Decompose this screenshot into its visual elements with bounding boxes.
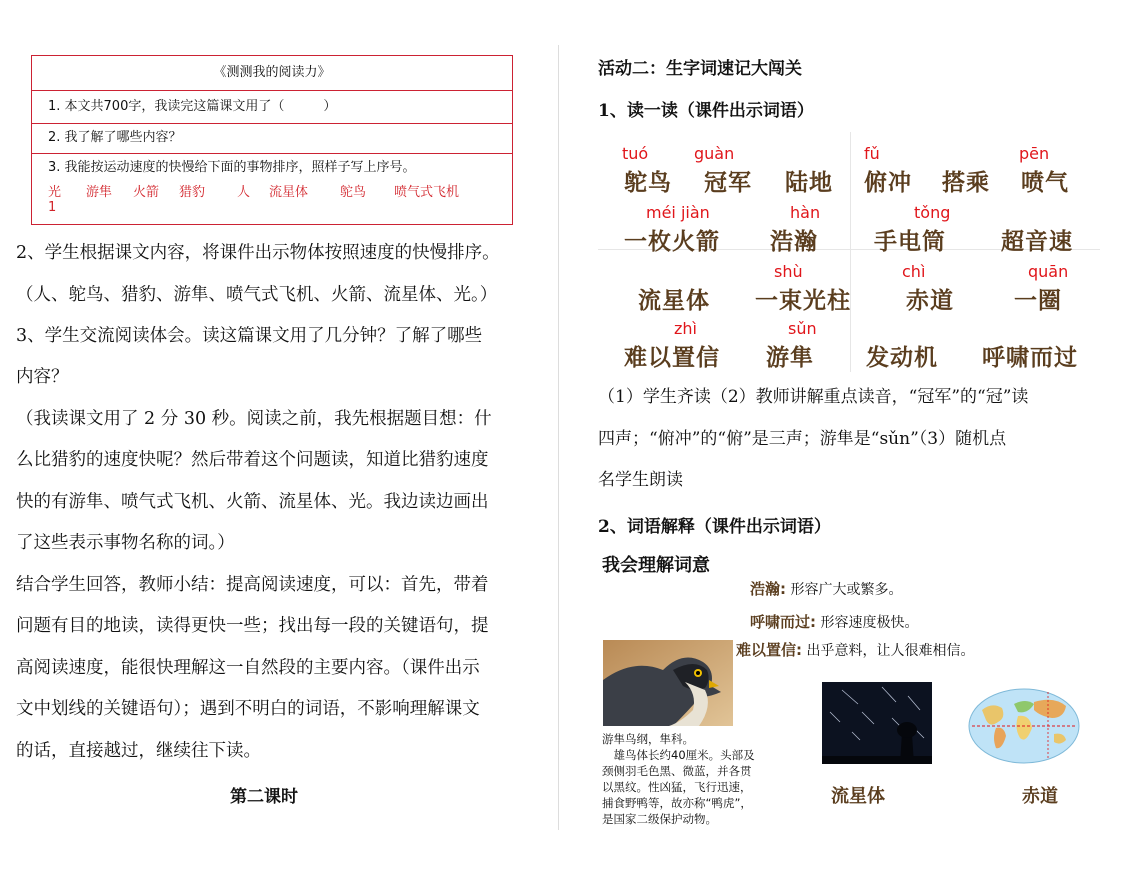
left-paragraph: 文中划线的关键语句）；遇到不明白的词语，不影响理解课文	[16, 699, 480, 719]
column-divider	[558, 45, 559, 830]
definition-row	[736, 639, 974, 660]
vocab-word: 搭乘	[942, 170, 990, 196]
definition-text: 形容速度极快。	[820, 615, 919, 631]
left-paragraph: 2、学生根据课文内容，将课件出示物体按照速度的快慢排序。	[16, 243, 500, 263]
quiz-question-3-text: 3. 我能按运动速度的快慢给下面的事物排序，照样子写上序号。	[48, 160, 416, 175]
equator-caption: 赤道	[1022, 786, 1058, 807]
vocab-word: 俯冲	[864, 170, 912, 196]
pinyin: pēn	[1019, 144, 1050, 163]
definition-text: 出乎意料，让人很难相信。	[806, 643, 975, 659]
meteor-caption: 流星体	[831, 786, 885, 807]
pinyin: chì	[902, 262, 926, 281]
pinyin: zhì	[674, 319, 697, 338]
pinyin: tuó	[622, 144, 649, 163]
order-item: 游隼	[86, 185, 113, 200]
falcon-description	[602, 731, 792, 827]
left-paragraph: 问题有目的地读，读得更快一些；找出每一段的关键语句，提	[16, 616, 489, 636]
order-item: 喷气式飞机	[394, 185, 460, 200]
pinyin: shù	[774, 262, 803, 281]
vocab-word: 鸵鸟	[624, 170, 672, 196]
order-item: 火箭	[133, 185, 160, 200]
pinyin: hàn	[790, 203, 821, 222]
meteor-image	[822, 682, 932, 764]
vocab-word: 一圈	[1014, 288, 1062, 314]
quiz-question-3	[32, 153, 512, 224]
sample-number: 1	[48, 200, 57, 215]
right-paragraph: 名学生朗读	[598, 470, 683, 490]
left-paragraph: 快的有游隼、喷气式飞机、火箭、流星体、光。我边读边画出	[16, 492, 489, 512]
vocab-word: 赤道	[906, 288, 954, 314]
vocab-word: 超音速	[1001, 229, 1073, 255]
vocab-word: 手电筒	[874, 229, 946, 255]
vocab-word: 陆地	[785, 170, 833, 196]
pinyin: fǔ	[864, 144, 880, 163]
vocab-word: 一枚火箭	[624, 229, 720, 255]
definition-text: 形容广大或繁多。	[790, 582, 903, 598]
vocab-word: 喷气	[1021, 170, 1069, 196]
falcon-text-line: 是国家二级保护动物。	[602, 812, 717, 826]
left-paragraph: 高阅读速度，能很快理解这一自然段的主要内容。（课件出示	[16, 658, 480, 678]
pinyin: sǔn	[788, 319, 817, 338]
definition-term: 呼啸而过:	[750, 613, 816, 631]
left-paragraph: 内容？	[16, 367, 69, 387]
left-paragraph: （人、鸵鸟、猎豹、游隼、喷气式飞机、火箭、流星体、光。）	[16, 285, 498, 305]
order-item: 光	[48, 185, 62, 200]
vocab-grid	[598, 132, 1100, 372]
quiz-question-1: 1. 本文共700字，我读完这篇课文用了（ ）	[32, 90, 512, 124]
vocab-word: 流星体	[638, 288, 710, 314]
left-paragraph: （我读课文用了 2 分 30 秒。阅读之前，我先根据题目想：什	[16, 409, 492, 429]
falcon-image	[603, 640, 733, 726]
vocab-word: 游隼	[766, 345, 814, 371]
order-item: 鸵鸟	[340, 185, 367, 200]
definition-row	[750, 578, 902, 599]
pinyin: méi jiàn	[646, 203, 710, 222]
right-paragraph: （1）学生齐读（2）教师讲解重点读音，“冠军”的“冠”读	[598, 387, 1029, 407]
pinyin: tǒng	[914, 203, 951, 222]
vocab-word: 呼啸而过	[982, 345, 1078, 371]
falcon-text-line: 颈侧羽毛色黑、微蓝，并各贯	[602, 764, 752, 778]
left-paragraph: 么比猎豹的速度快呢？然后带着这个问题读，知道比猎豹速度	[16, 450, 489, 470]
order-item: 人	[237, 185, 251, 200]
vocab-word: 难以置信	[624, 345, 720, 371]
order-items	[48, 181, 512, 200]
definition-term: 浩瀚:	[750, 580, 786, 598]
definition-row	[750, 611, 918, 632]
lesson-heading: 第二课时	[230, 787, 298, 807]
falcon-text-line: 雄鸟体长约40厘米。头部及	[602, 748, 755, 762]
activity-title: 活动二：生字词速记大闯关	[598, 59, 802, 79]
left-paragraph: 3、学生交流阅读体会。读这篇课文用了几分钟？了解了哪些	[16, 326, 483, 346]
quiz-title: 《测测我的阅读力》	[32, 56, 512, 91]
world-map-image	[968, 688, 1080, 764]
vocab-word: 发动机	[866, 345, 938, 371]
order-item: 猎豹	[179, 185, 206, 200]
falcon-text-line: 以黑纹。性凶猛，飞行迅速，	[602, 780, 752, 794]
left-paragraph: 的话，直接越过，继续往下读。	[16, 741, 261, 761]
card-title: 我会理解词意	[602, 555, 710, 576]
order-item: 流星体	[269, 185, 309, 200]
vocab-word: 冠军	[704, 170, 752, 196]
falcon-text-line: 捕食野鸭等，故亦称“鸭虎”，	[602, 796, 752, 810]
left-paragraph: 了这些表示事物名称的词。）	[16, 533, 235, 553]
section-heading-read: 1、读一读（课件出示词语）	[598, 101, 814, 121]
pinyin: quān	[1028, 262, 1069, 281]
definition-term: 难以置信:	[736, 641, 802, 659]
section-heading-explain: 2、词语解释（课件出示词语）	[598, 517, 831, 537]
vocab-word: 浩瀚	[770, 229, 818, 255]
left-paragraph: 结合学生回答，教师小结：提高阅读速度，可以：首先，带着	[16, 575, 489, 595]
reading-quiz-box	[31, 55, 513, 225]
pinyin: guàn	[694, 144, 735, 163]
vocab-word: 一束光柱	[755, 288, 851, 314]
falcon-text-line: 游隼鸟纲，隼科。	[602, 732, 694, 746]
right-paragraph: 四声；“俯冲”的“俯”是三声；游隼是“sǔn”（3）随机点	[598, 429, 1007, 449]
quiz-question-2: 2. 我了解了哪些内容？	[32, 123, 512, 154]
